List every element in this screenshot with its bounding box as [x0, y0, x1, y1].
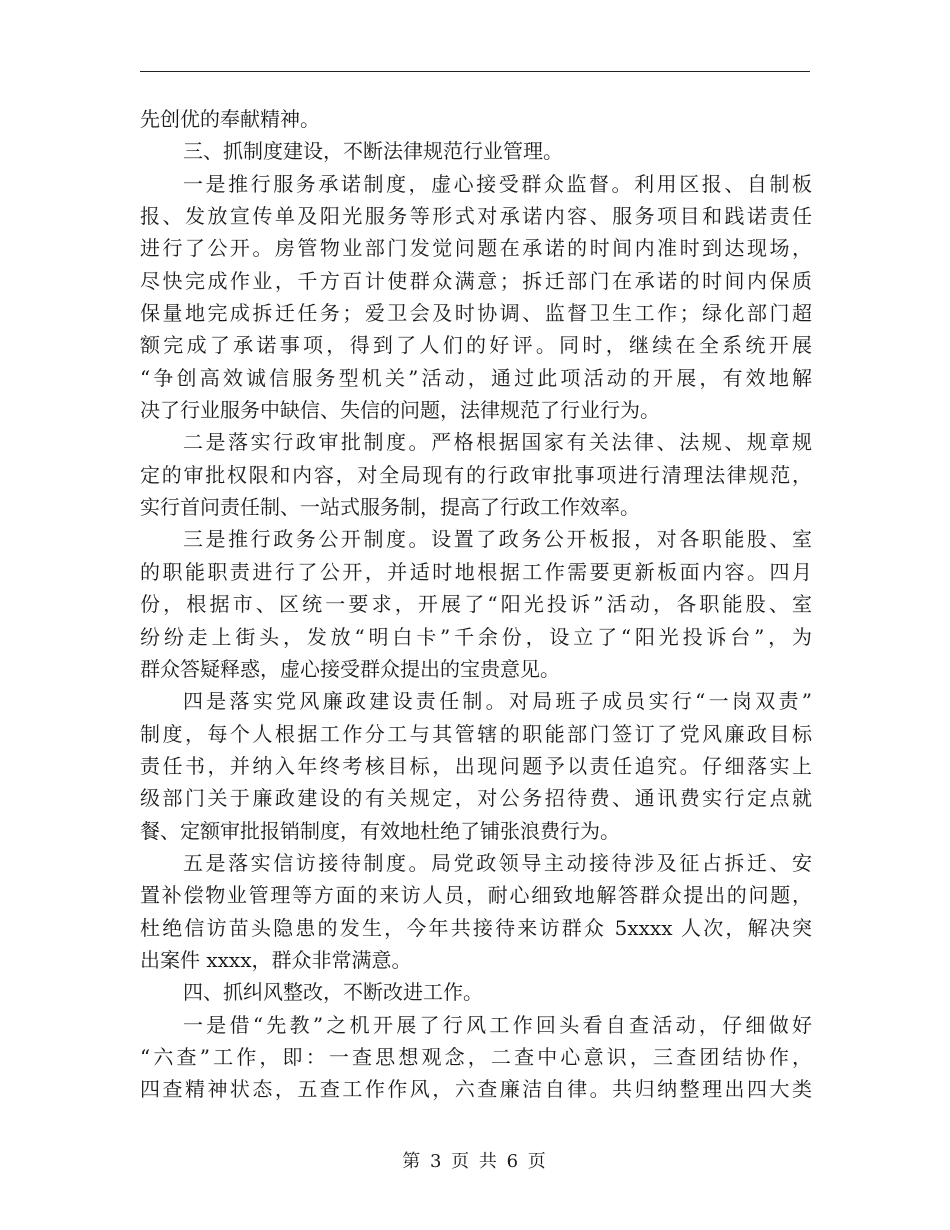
text-line: 四是落实党风廉政建设责任制。对局班子成员实行“一岗双责”	[183, 689, 812, 714]
text-line: “争创高效诚信服务型机关”活动，通过此项活动的开展，有效地解	[140, 365, 812, 390]
text-line: 定的审批权限和内容，对全局现有的行政审批事项进行清理法律规范，	[140, 462, 812, 487]
text-line: 责任书，并纳入年终考核目标，出现问题予以责任追究。仔细落实上	[140, 753, 812, 778]
text-line: 份，根据市、区统一要求，开展了“阳光投诉”活动，各职能股、室	[140, 592, 812, 617]
header-rule	[140, 71, 810, 72]
text-line: 级部门关于廉政建设的有关规定，对公务招待费、通讯费实行定点就	[140, 786, 812, 811]
text-line: 一是借“先教”之机开展了行风工作回头看自查活动，仔细做好	[183, 1012, 812, 1037]
text-line: 三是推行政务公开制度。设置了政务公开板报，对各职能股、室	[183, 527, 812, 552]
text-line: 先创优的奉献精神。	[140, 107, 320, 131]
text-line: 出案件 xxxx，群众非常满意。	[140, 947, 412, 972]
text-line: 群众答疑释惑，虚心接受群众提出的宝贵意见。	[140, 656, 560, 681]
text-line: 四、抓纠风整改，不断改进工作。	[183, 980, 483, 1005]
text-line: 三、抓制度建设，不断法律规范行业管理。	[183, 139, 563, 164]
text-line: 决了行业服务中缺信、失信的问题，法律规范了行业行为。	[140, 398, 660, 423]
text-line: 报、发放宣传单及阳光服务等形式对承诺内容、服务项目和践诺责任	[140, 204, 812, 229]
text-line: 置补偿物业管理等方面的来访人员，耐心细致地解答群众提出的问题，	[140, 883, 812, 908]
text-line: 四查精神状态，五查工作作风，六查廉洁自律。共归纳整理出四大类	[140, 1077, 812, 1102]
text-line: 五是落实信访接待制度。局党政领导主动接待涉及征占拆迁、安	[183, 850, 812, 875]
text-line: 一是推行服务承诺制度，虚心接受群众监督。利用区报、自制板	[183, 171, 812, 196]
text-line: 保量地完成拆迁任务；爱卫会及时协调、监督卫生工作；绿化部门超	[140, 301, 812, 326]
text-line: 尽快完成作业，千方百计使群众满意；拆迁部门在承诺的时间内保质	[140, 268, 812, 293]
text-line: 杜绝信访苗头隐患的发生，今年共接待来访群众 5xxxx 人次，解决突	[140, 915, 812, 940]
text-line: 纷纷走上街头，发放“明白卡”千余份，设立了“阳光投诉台”，为	[140, 624, 812, 649]
page-footer: 第 3 页 共 6 页	[402, 1151, 548, 1172]
text-line: 餐、定额审批报销制度，有效地杜绝了铺张浪费行为。	[140, 818, 620, 843]
text-line: 额完成了承诺事项，得到了人们的好评。同时，继续在全系统开展	[140, 333, 812, 358]
text-line: 制度，每个人根据工作分工与其管辖的职能部门签订了党风廉政目标	[140, 721, 812, 746]
text-line: “六查”工作，即：一查思想观念，二查中心意识，三查团结协作，	[140, 1044, 812, 1069]
document-body	[140, 103, 812, 1106]
text-line: 实行首问责任制、一站式服务制，提高了行政工作效率。	[140, 495, 640, 520]
text-line: 进行了公开。房管物业部门发觉问题在承诺的时间内准时到达现场，	[140, 236, 812, 261]
text-line: 的职能职责进行了公开，并适时地根据工作需要更新板面内容。四月	[140, 559, 812, 584]
text-line: 二是落实行政审批制度。严格根据国家有关法律、法规、规章规	[183, 430, 812, 455]
